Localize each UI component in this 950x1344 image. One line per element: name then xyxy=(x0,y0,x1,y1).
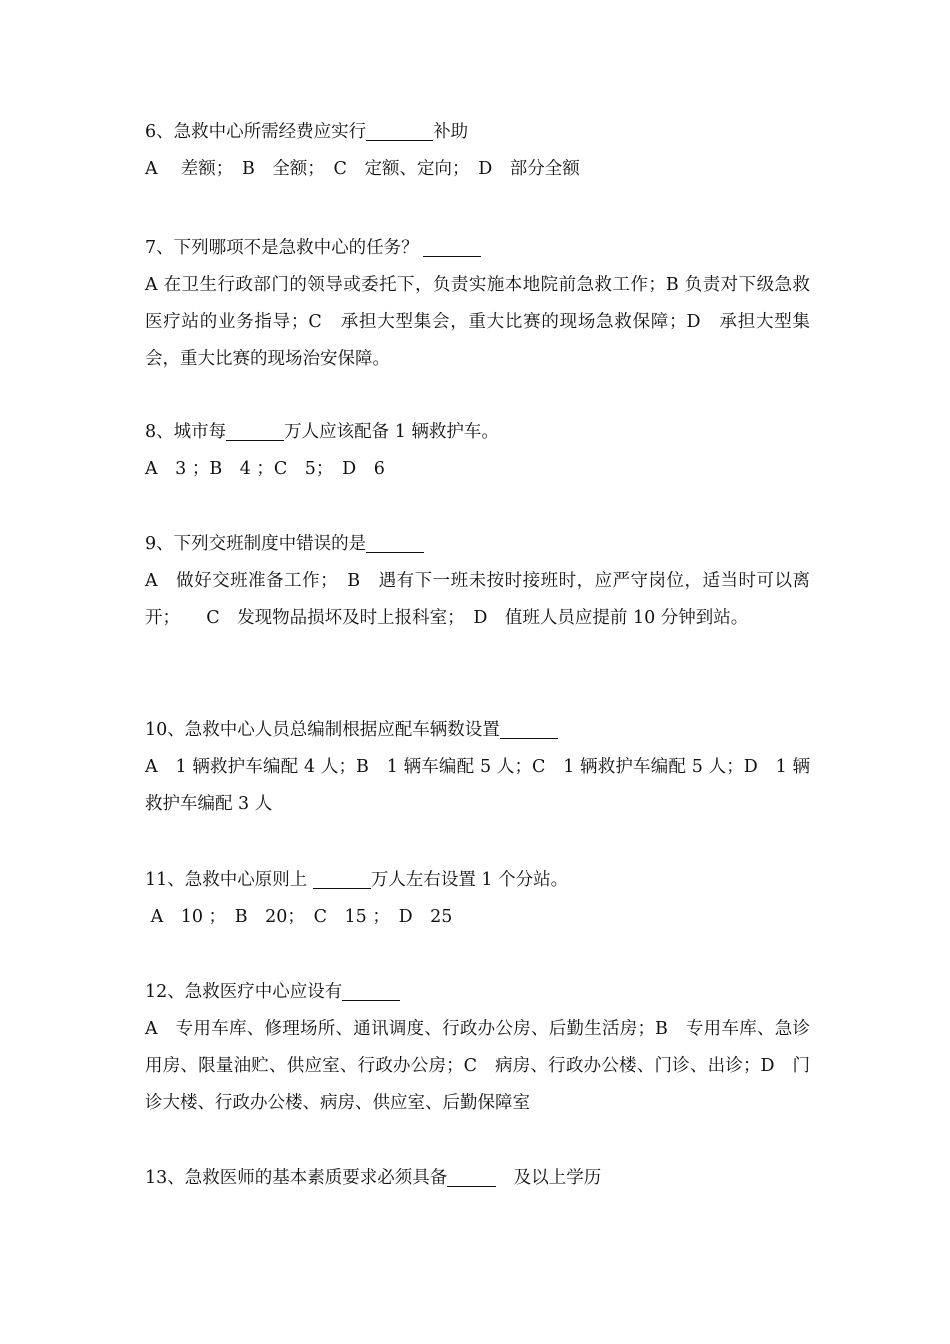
answer-blank xyxy=(313,866,371,889)
stem-text: 11、急救中心原则上 xyxy=(145,870,313,890)
question-options: A 差额； B 全额； C 定额、定向； D 部分全额 xyxy=(145,159,580,179)
question-options: A 专用车库、修理场所、通讯调度、行政办公房、后勤生活房；B 专用车库、急诊用房、限量油贮、供应室、行政办公房；C 病房、行政办公楼、门诊、出诊；D 门诊大楼、行政办公楼、病房、供应室、后勤保障室 xyxy=(145,1019,810,1113)
question-stem xyxy=(145,862,810,899)
question-stem xyxy=(145,114,810,151)
question-10 xyxy=(145,712,810,823)
answer-blank xyxy=(366,530,424,553)
question-options: A 做好交班准备工作； B 遇有下一班未按时接班时，应严守岗位，适当时可以离开； C 发现物品损坏及时上报科室； D 值班人员应提前 10 分钟到站。 xyxy=(145,571,810,628)
question-stem xyxy=(145,1160,810,1197)
question-options: A 1 辆救护车编配 4 人；B 1 辆车编配 5 人；C 1 辆救护车编配 5 人；D 1 辆救护车编配 3 人 xyxy=(145,757,810,814)
stem-text-after: 万人左右设置 1 个分站。 xyxy=(370,870,569,890)
question-11 xyxy=(145,862,810,936)
question-options: A 10 ； B 20； C 15 ； D 25 xyxy=(145,907,453,927)
stem-text: 6、急救中心所需经费应实行 xyxy=(145,122,367,142)
stem-text-after: 补助 xyxy=(433,122,469,142)
question-options: A 3 ；B 4 ；C 5； D 6 xyxy=(145,459,385,479)
question-12 xyxy=(145,974,810,1122)
answer-blank xyxy=(500,716,558,739)
question-stem xyxy=(145,974,810,1011)
question-stem xyxy=(145,712,810,749)
question-13 xyxy=(145,1160,810,1197)
question-8 xyxy=(145,414,810,488)
answer-blank xyxy=(423,234,481,257)
stem-text: 7、下列哪项不是急救中心的任务？ xyxy=(145,238,419,258)
answer-blank xyxy=(226,418,284,441)
question-stem xyxy=(145,230,810,267)
question-9 xyxy=(145,526,810,637)
question-6 xyxy=(145,114,810,188)
answer-blank xyxy=(342,978,400,1001)
stem-text-after: 万人应该配备 1 辆救护车。 xyxy=(284,422,499,442)
stem-text: 9、下列交班制度中错误的是 xyxy=(145,534,367,554)
answer-blank xyxy=(366,118,433,141)
answer-blank xyxy=(447,1164,496,1187)
question-stem xyxy=(145,526,810,563)
question-stem xyxy=(145,414,810,451)
stem-text: 12、急救医疗中心应设有 xyxy=(145,982,343,1002)
stem-text: 8、城市每 xyxy=(145,422,227,442)
question-options: A 在卫生行政部门的领导或委托下，负责实施本地院前急救工作；B 负责对下级急救医疗站的业务指导；C 承担大型集会，重大比赛的现场急救保障；D 承担大型集会，重大比赛的现场治安保障。 xyxy=(145,275,810,369)
stem-text-after: 及以上学历 xyxy=(496,1168,602,1188)
stem-text: 13、急救医师的基本素质要求必须具备 xyxy=(145,1168,448,1188)
stem-text: 10、急救中心人员总编制根据应配车辆数设置 xyxy=(145,720,500,740)
question-7 xyxy=(145,230,810,378)
